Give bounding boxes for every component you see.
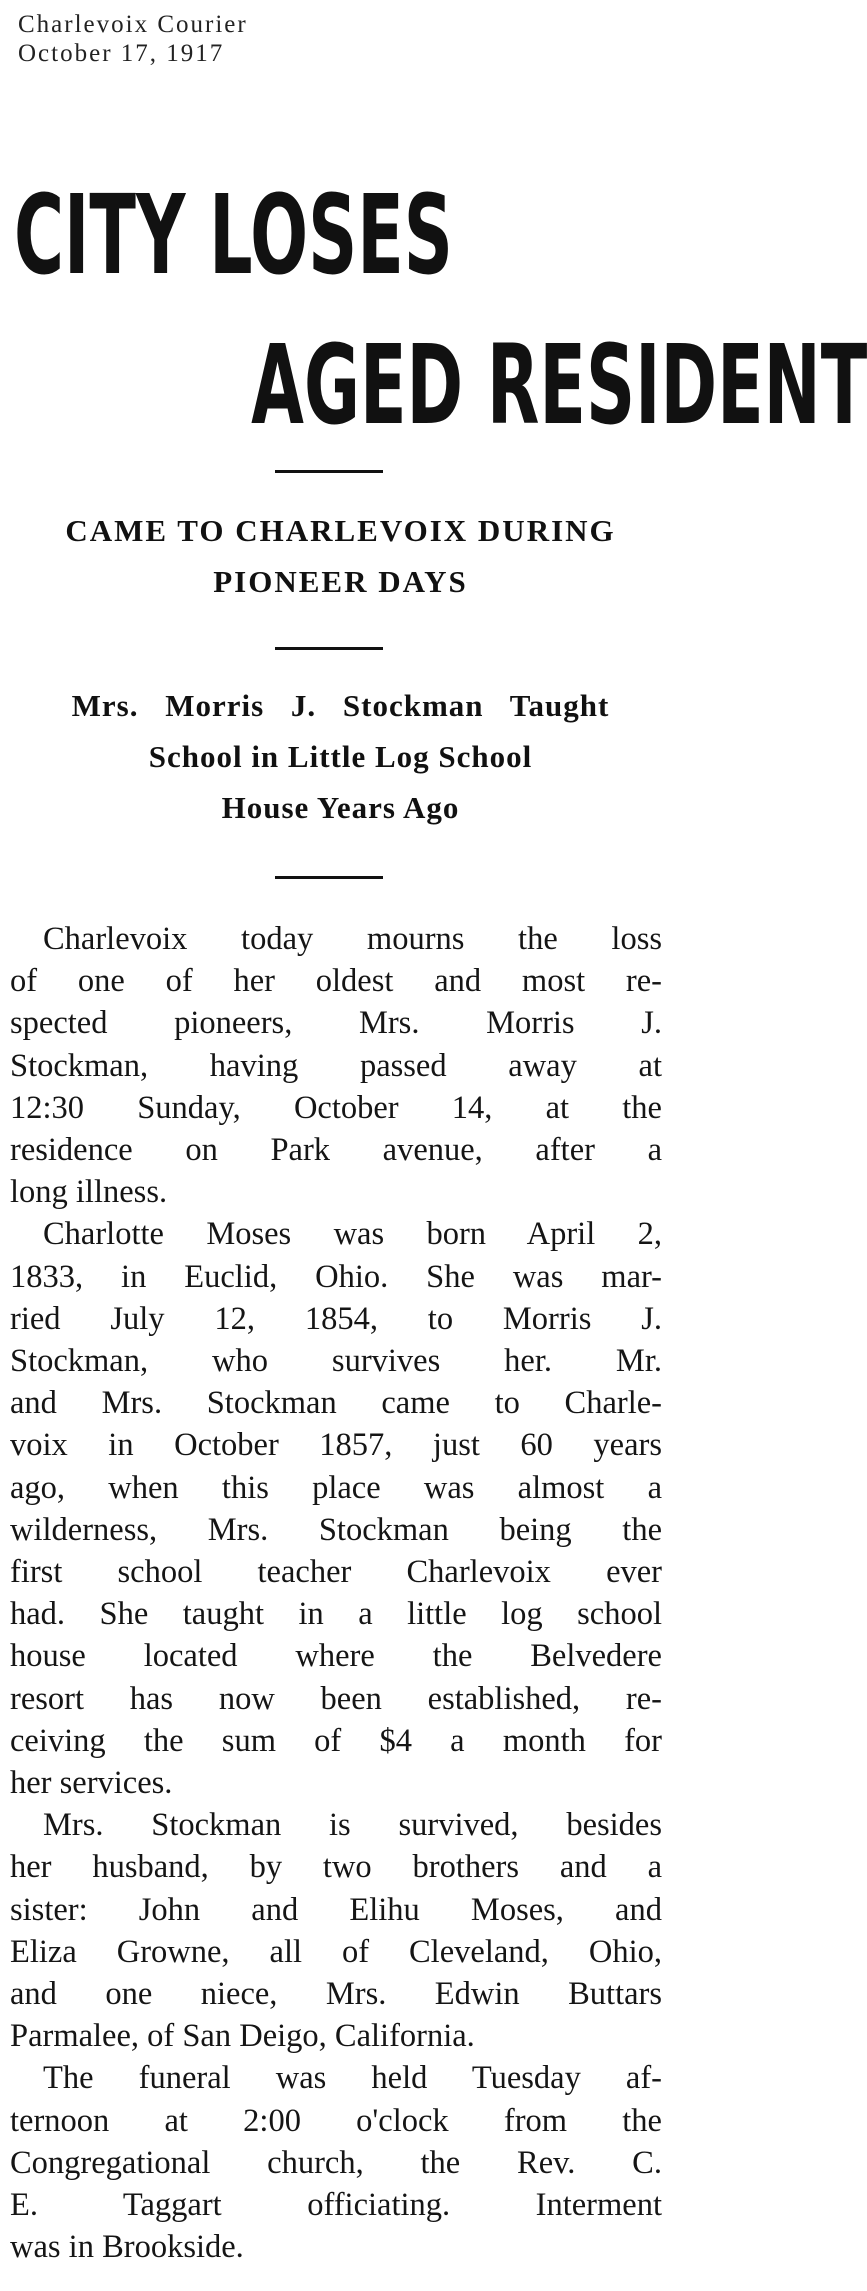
- article-line: Parmalee, of San Deigo, California.: [10, 2018, 475, 2055]
- article-line: sister: John and Elihu Moses, and: [10, 1891, 662, 1928]
- divider-rule-3: [275, 876, 383, 879]
- article-line: wilderness, Mrs. Stockman being the: [10, 1511, 662, 1548]
- article-line: ternoon at 2:00 o'clock from the: [10, 2102, 662, 2139]
- article-line: house located where the Belvedere: [10, 1638, 662, 1675]
- article-line: ried July 12, 1854, to Morris J.: [10, 1300, 662, 1337]
- article-line: and Mrs. Stockman came to Charle-: [10, 1385, 662, 1422]
- article-line: residence on Park avenue, after a: [10, 1132, 662, 1169]
- article-line: Stockman, having passed away at: [10, 1047, 662, 1084]
- article-line: ago, when this place was almost a: [10, 1469, 662, 1506]
- article-line: was in Brookside.: [10, 2229, 244, 2266]
- article-line: 1833, in Euclid, Ohio. She was mar-: [10, 1258, 662, 1295]
- article-line: Congregational church, the Rev. C.: [10, 2144, 662, 2181]
- deck-line: House Years Ago: [221, 790, 460, 825]
- headline-line-2: AGED RESIDENT: [251, 321, 867, 449]
- article-line: Charlotte Moses was born April 2,: [43, 1216, 662, 1253]
- divider-rule-2: [275, 647, 383, 650]
- article-line: E. Taggart officiating. Interment: [10, 2187, 662, 2224]
- publication-date: October 17, 1917: [18, 40, 225, 67]
- headline-line-1: CITY LOSES: [14, 171, 453, 299]
- article-line: of one of her oldest and most re-: [10, 963, 662, 1000]
- article-line: 12:30 Sunday, October 14, at the: [10, 1089, 662, 1126]
- subhead-line: PIONEER DAYS: [213, 564, 468, 599]
- article-line: long illness.: [10, 1174, 168, 1211]
- divider-rule-1: [275, 470, 383, 473]
- article-line: Mrs. Stockman is survived, besides: [43, 1807, 662, 1844]
- deck-line: Mrs. Morris J. Stockman Taught: [71, 688, 610, 723]
- article-paragraph: [10, 918, 662, 1213]
- article-line: had. She taught in a little log school: [10, 1596, 662, 1633]
- publication-name: Charlevoix Courier: [18, 11, 248, 38]
- article-line: and one niece, Mrs. Edwin Buttars: [10, 1976, 662, 2013]
- article-line: her husband, by two brothers and a: [10, 1849, 662, 1886]
- subhead-line: CAME TO CHARLEVOIX DURING: [65, 513, 616, 548]
- article-line: ceiving the sum of $4 a month for: [10, 1722, 662, 1759]
- article-line: Charlevoix today mourns the loss: [43, 921, 662, 957]
- source-line: [18, 10, 248, 68]
- article-line: resort has now been established, re-: [10, 1680, 662, 1717]
- article-line: voix in October 1857, just 60 years: [10, 1427, 662, 1464]
- article-line: her services.: [10, 1765, 173, 1802]
- subhead: [0, 505, 681, 607]
- deck-line: School in Little Log School: [148, 739, 533, 774]
- headline: [0, 160, 867, 460]
- article-line: The funeral was held Tuesday af-: [43, 2060, 662, 2097]
- article-paragraph: [10, 2057, 662, 2268]
- article-paragraph: [10, 1804, 662, 2057]
- article-line: spected pioneers, Mrs. Morris J.: [10, 1005, 662, 1042]
- deck: [0, 680, 681, 833]
- article-paragraph: [10, 1213, 662, 1804]
- article-line: Stockman, who survives her. Mr.: [10, 1343, 662, 1380]
- article-line: first school teacher Charlevoix ever: [10, 1554, 662, 1591]
- article-line: Eliza Growne, all of Cleveland, Ohio,: [10, 1933, 662, 1970]
- article-body: [10, 918, 662, 2269]
